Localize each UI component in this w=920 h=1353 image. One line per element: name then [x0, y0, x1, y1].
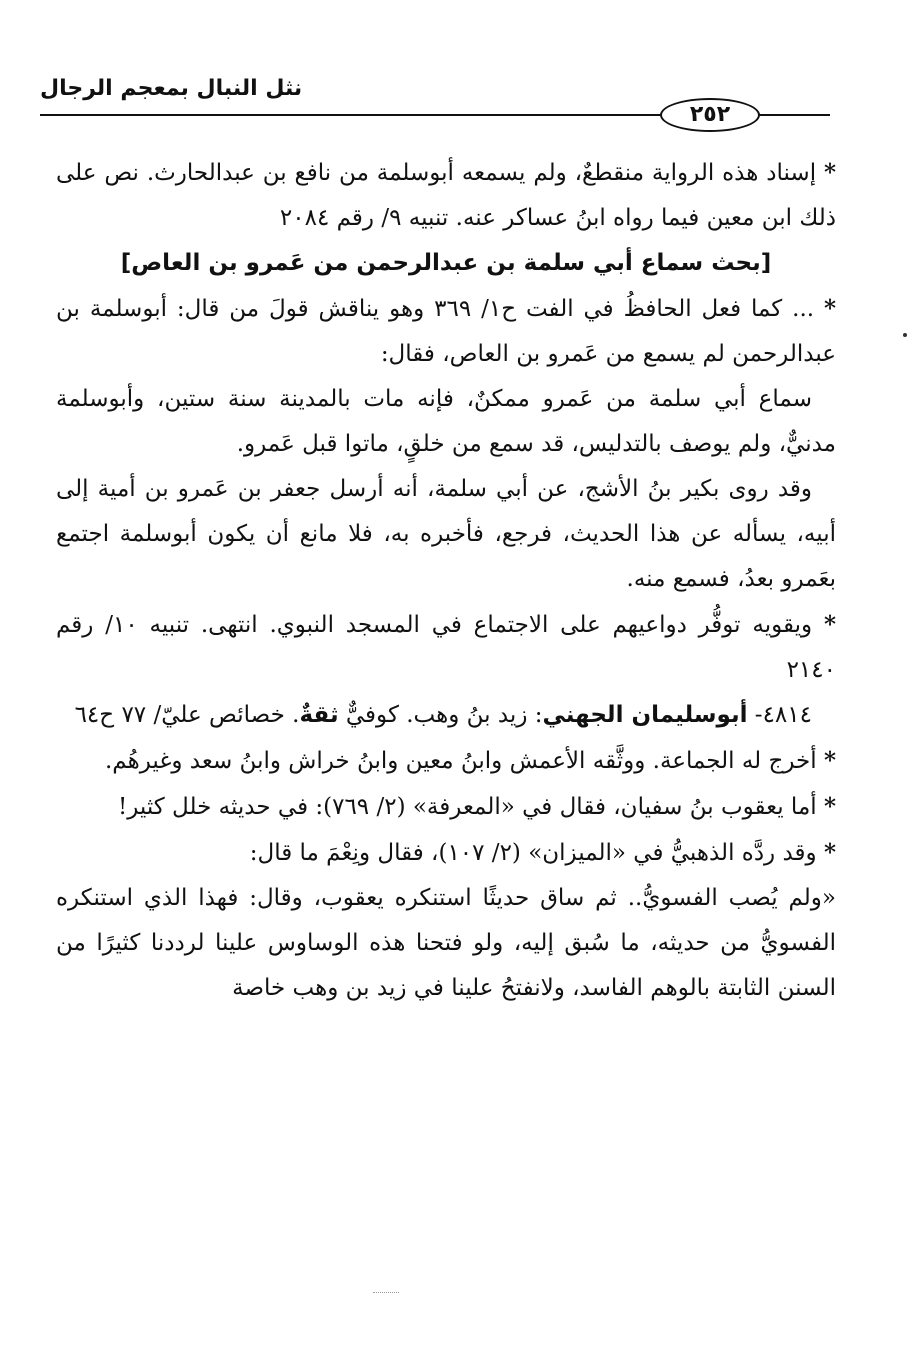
entry-grade: ثقةٌ: [299, 702, 339, 728]
star-marker: *: [823, 611, 836, 638]
scan-mark: [373, 1292, 399, 1297]
star-marker: *: [823, 159, 836, 186]
paragraph-text: وقد ردَّه الذهبيُّ في «الميزان» (٢/ ١٠٧)، فقال ونِعْمَ ما قال:: [249, 840, 817, 866]
paragraph: [56, 150, 836, 241]
star-marker: *: [823, 793, 836, 820]
body-text: [56, 150, 836, 1011]
paragraph: [56, 467, 836, 602]
section-heading-text: [بحث سماع أبي سلمة بن عبدالرحمن من عَمرو بن العاص]: [120, 250, 772, 276]
section-heading: [56, 241, 836, 286]
entry-number: ٤٨١٤-: [754, 702, 812, 728]
paragraph-text: سماع أبي سلمة من عَمرو ممكنٌ، فإنه مات بالمدينة سنة ستين، وأبوسلمة مدنيٌّ، ولم يوصف بالتدليس، قد سمع من خلقٍ، ماتوا قبل عَمرو.: [56, 386, 836, 457]
paragraph: [56, 377, 836, 467]
scan-speck: [903, 333, 907, 337]
paragraph: [56, 286, 836, 377]
entry-reference: . خصائص عليّ/ ٧٧ ح٦٤: [74, 702, 300, 728]
star-marker: *: [823, 839, 836, 866]
running-title: نثل النبال بمعجم الرجال: [40, 76, 303, 101]
entry-name: أبوسليمان الجهني: [542, 702, 748, 728]
paragraph: [56, 784, 836, 830]
paragraph-text: ... كما فعل الحافظُ في الفت ح١/ ٣٦٩ وهو يناقش قولَ من قال: أبوسلمة بن عبدالرحمن لم يسمع من عَمرو بن العاص، فقال:: [56, 296, 836, 367]
paragraph-text: «ولم يُصب الفسويُّ.. ثم ساق حديثًا استنكره يعقوب، وقال: فهذا الذي استنكره الفسويُّ من حديثه، ما سُبق إليه، ولو فتحنا هذه الوساوس علينا لرددنا كثيرًا من السنن الثابتة بالوهم الفاسد، ولانفتحُ علينا في زيد بن وهب خاصة: [56, 885, 836, 1001]
paragraph-text: ويقويه توفُّر دواعيهم على الاجتماع في المسجد النبوي. انتهى. تنبيه ١٠/ رقم ٢١٤٠: [56, 612, 836, 683]
paragraph: [56, 876, 836, 1011]
paragraph: [56, 738, 836, 784]
entry-mid: : زيد بنُ وهب. كوفيٌّ: [345, 702, 543, 728]
paragraph-text: إسناد هذه الرواية منقطعٌ، ولم يسمعه أبوسلمة من نافع بن عبدالحارث. نص على ذلك ابن معين فيما رواه ابنُ عساكر عنه. تنبيه ٩/ رقم ٢٠٨٤: [56, 160, 836, 231]
page-header: [40, 70, 830, 140]
paragraph: [56, 830, 836, 876]
star-marker: *: [824, 295, 837, 322]
paragraph-text: وقد روى بكير بنُ الأشج، عن أبي سلمة، أنه أرسل جعفر بن عَمرو بن أمية إلى أبيه، يسأله عن هذا الحديث، فرجع، فأخبره به، فلا مانع أن يكون أبوسلمة اجتمع بعَمرو بعدُ، فسمع منه.: [56, 476, 836, 592]
page-number: ٢٥٢: [660, 98, 760, 132]
entry-heading: [56, 693, 836, 738]
paragraph: [56, 602, 836, 693]
star-marker: *: [823, 747, 836, 774]
paragraph-text: أما يعقوب بنُ سفيان، فقال في «المعرفة» (٢/ ٧٦٩): في حديثه خلل كثير!: [117, 794, 817, 820]
paragraph-text: أخرج له الجماعة. ووثَّقه الأعمش وابنُ معين وابنُ خراش وابنُ سعد وغيرهُم.: [104, 748, 817, 774]
